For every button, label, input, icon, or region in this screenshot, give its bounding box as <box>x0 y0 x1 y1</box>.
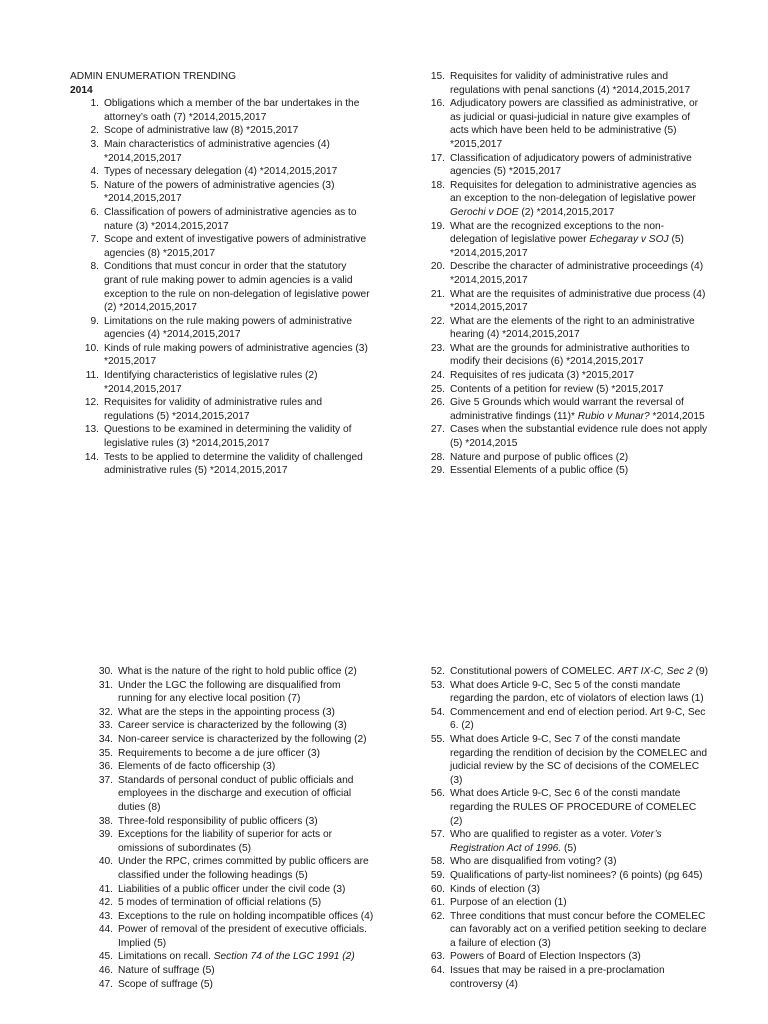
list-item <box>416 70 708 97</box>
year-heading: 2014 <box>70 84 93 96</box>
item-number: 60. <box>430 883 445 895</box>
item-text-main: Liabilities of a public officer under the civil code (3) <box>118 883 346 895</box>
document-title: ADMIN ENUMERATION TRENDING <box>70 71 237 82</box>
item-text-main: What does Article 9-C, Sec 7 of the consti mandate regarding the rendition of decision by the COMELEC and judicial review by the SC of decisions of the COMELEC (3) <box>450 733 708 786</box>
item-text-main: Requisites for validity of administrative rules and regulations (5) *2014,2015,2017 <box>104 397 322 422</box>
list-item <box>416 464 708 478</box>
item-text <box>450 423 708 450</box>
item-text-main: Who are disqualified from voting? (3) <box>450 856 617 868</box>
item-number: 41. <box>98 883 113 895</box>
item-number: 26. <box>430 397 445 409</box>
list-item <box>416 369 708 383</box>
list-item <box>84 923 374 950</box>
item-number: 28. <box>430 451 445 463</box>
item-text-main: Obligations which a member of the bar undertakes in the attorney’s oath (7) *2014,2015,2017 <box>104 98 360 123</box>
item-text <box>450 855 708 869</box>
list-item <box>416 896 708 910</box>
item-text <box>450 97 708 151</box>
item-text <box>450 342 708 369</box>
item-text <box>450 787 708 828</box>
item-text <box>450 315 708 342</box>
item-citation: Section 74 of the LGC 1991 (2) <box>213 951 355 963</box>
item-text <box>450 964 708 991</box>
item-text-main: Requirements to become a de jure officer (3) <box>118 747 320 759</box>
item-text <box>450 910 708 951</box>
item-text-main: Types of necessary delegation (4) *2014,2015,2017 <box>104 166 338 178</box>
list-item <box>416 950 708 964</box>
item-number: 46. <box>98 965 113 977</box>
item-number: 22. <box>430 315 445 327</box>
item-text-main: Nature of suffrage (5) <box>118 965 215 977</box>
item-text-main: Under the RPC, crimes committed by public officers are classified under the following headings (5) <box>118 856 369 881</box>
page1-right-column <box>416 70 708 478</box>
item-text-main: What are the requisites of administrative due process (4) *2014,2015,2017 <box>450 288 706 314</box>
item-text <box>104 124 370 138</box>
item-text <box>118 719 374 733</box>
item-text-main: 5 modes of termination of official relations (5) <box>118 897 322 909</box>
list-item <box>70 342 370 369</box>
list-item <box>416 451 708 465</box>
item-text-suffix: *2014,2015 <box>649 410 705 422</box>
item-number: 55. <box>430 733 445 745</box>
item-text <box>118 665 374 679</box>
item-text-main: Limitations on recall. <box>118 951 211 963</box>
item-text-main: Elements of de facto officership (3) <box>118 761 276 773</box>
item-number: 62. <box>430 910 445 922</box>
item-text-suffix: (5) <box>561 842 577 854</box>
item-text-main: Describe the character of administrative proceedings (4) *2014,2015,2017 <box>450 261 704 286</box>
item-number: 43. <box>98 910 113 922</box>
item-text <box>450 706 708 733</box>
item-text-main: Three-fold responsibility of public officers (3) <box>118 815 318 827</box>
list-item <box>416 869 708 883</box>
item-number: 1. <box>90 98 99 110</box>
list-item <box>84 665 374 679</box>
list-item <box>70 165 370 179</box>
item-number: 16. <box>430 98 445 110</box>
item-text <box>450 70 708 97</box>
item-number: 36. <box>98 761 113 773</box>
item-text <box>118 679 374 706</box>
list-item <box>70 179 370 206</box>
item-text <box>104 206 370 233</box>
list-item <box>416 855 708 869</box>
item-text-main: Scope and extent of investigative powers of administrative agencies (8) *2015,2017 <box>104 234 367 259</box>
item-text-main: Nature and purpose of public offices (2) <box>450 451 629 463</box>
item-number: 63. <box>430 951 445 963</box>
item-number: 33. <box>98 720 113 732</box>
item-number: 64. <box>430 965 445 977</box>
item-text-main: Exceptions for the liability of superior for acts or omissions of subordinates (5) <box>118 829 333 854</box>
item-text-main: Nature of the powers of administrative agencies (3) *2014,2015,2017 <box>104 179 335 205</box>
item-text <box>450 152 708 179</box>
item-text <box>104 138 370 165</box>
item-text-main: Contents of a petition for review (5) *2015,2017 <box>450 383 664 395</box>
item-text <box>118 774 374 815</box>
list-item <box>70 124 370 138</box>
item-text <box>118 923 374 950</box>
item-text-suffix: (5) *2014,2015,2017 <box>450 234 684 259</box>
item-text <box>118 855 374 882</box>
item-text-main: Exceptions to the rule on holding incompatible offices (4) <box>118 910 374 922</box>
enumeration-list <box>416 665 708 991</box>
item-text <box>450 464 708 478</box>
item-number: 24. <box>430 370 445 382</box>
item-text <box>104 423 370 450</box>
item-text <box>118 828 374 855</box>
page2-left-column <box>84 665 374 991</box>
list-item <box>84 828 374 855</box>
item-number: 29. <box>430 465 445 477</box>
item-number: 2. <box>90 125 99 137</box>
item-number: 9. <box>90 315 99 327</box>
item-text <box>450 396 708 423</box>
item-text <box>450 220 708 261</box>
item-number: 8. <box>90 261 99 273</box>
list-item <box>70 423 370 450</box>
item-number: 3. <box>90 138 99 150</box>
item-number: 44. <box>98 924 113 936</box>
list-item <box>84 815 374 829</box>
list-item <box>416 220 708 261</box>
item-text <box>450 260 708 287</box>
list-item <box>70 369 370 396</box>
item-text-main: Kinds of rule making powers of administrative agencies (3) *2015,2017 <box>104 342 368 368</box>
item-number: 19. <box>430 220 445 232</box>
item-number: 32. <box>98 706 113 718</box>
item-text <box>118 950 374 964</box>
item-number: 4. <box>90 166 99 178</box>
item-text <box>104 233 370 260</box>
item-text-main: Commencement and end of election period. Art 9-C, Sec 6. (2) <box>450 706 706 732</box>
list-item <box>84 774 374 815</box>
list-item <box>84 733 374 747</box>
item-citation: Echegaray v SOJ <box>589 234 669 246</box>
item-text-main: Conditions that must concur in order that the statutory grant of rule making power to admin agencies is a valid exception to the rule on non-delegation of legislative power (2) *2014,2015,2017 <box>104 261 370 314</box>
item-text <box>450 950 708 964</box>
list-item <box>70 97 370 124</box>
list-item <box>416 883 708 897</box>
item-text-main: Qualifications of party-list nominees? (6 points) (pg 645) <box>450 869 703 881</box>
list-item <box>416 828 708 855</box>
item-citation: Gerochi v DOE <box>450 206 519 218</box>
item-text <box>104 165 370 179</box>
item-number: 57. <box>430 829 445 841</box>
item-text-main: Scope of suffrage (5) <box>118 978 213 990</box>
item-text <box>450 369 708 383</box>
item-text <box>104 396 370 423</box>
item-number: 11. <box>85 370 99 382</box>
list-item <box>416 383 708 397</box>
item-number: 37. <box>98 774 113 786</box>
item-number: 31. <box>98 679 113 691</box>
list-item <box>416 396 708 423</box>
item-text <box>450 665 708 679</box>
item-text <box>450 383 708 397</box>
enumeration-list <box>70 97 370 478</box>
item-text-main: What are the elements of the right to an administrative hearing (4) *2014,2015,2017 <box>450 315 695 341</box>
item-text-main: Requisites for validity of administrative rules and regulations with penal sanctions (4) *2014,2015,2017 <box>450 71 691 96</box>
list-item <box>70 396 370 423</box>
item-text <box>118 747 374 761</box>
item-text-main: What does Article 9-C, Sec 5 of the consti mandate regarding the pardon, etc of violators of election laws (1) <box>450 679 704 705</box>
item-number: 61. <box>430 897 445 909</box>
list-item <box>70 206 370 233</box>
item-number: 54. <box>430 706 445 718</box>
enumeration-list <box>416 70 708 478</box>
item-number: 52. <box>430 666 445 677</box>
item-text-main: What are the recognized exceptions to the non-delegation of legislative power <box>450 220 665 246</box>
item-citation: ART IX-C, Sec 2 <box>617 666 693 677</box>
item-text-main: What is the nature of the right to hold public office (2) <box>118 666 357 677</box>
item-text-main: Main characteristics of administrative agencies (4) *2014,2015,2017 <box>104 138 330 164</box>
item-text-main: Requisites of res judicata (3) *2015,2017 <box>450 370 635 382</box>
list-item <box>416 152 708 179</box>
item-number: 53. <box>430 679 445 691</box>
item-text-main: Kinds of election (3) <box>450 883 541 895</box>
item-text <box>450 733 708 787</box>
item-text <box>450 288 708 315</box>
list-item <box>70 138 370 165</box>
list-item <box>84 883 374 897</box>
item-text <box>118 978 374 992</box>
item-text <box>450 896 708 910</box>
item-text-main: Identifying characteristics of legislative rules (2) *2014,2015,2017 <box>104 370 318 395</box>
list-item <box>84 760 374 774</box>
item-text <box>450 179 708 220</box>
item-text <box>104 260 370 314</box>
item-text-main: Power of removal of the president of executive officials. Implied (5) <box>118 924 367 949</box>
list-item <box>84 855 374 882</box>
item-text <box>450 883 708 897</box>
list-item <box>416 964 708 991</box>
list-item <box>84 719 374 733</box>
item-number: 25. <box>430 383 445 395</box>
item-number: 6. <box>90 206 99 218</box>
list-item <box>416 665 708 679</box>
list-item <box>416 910 708 951</box>
item-text <box>104 315 370 342</box>
list-item <box>84 910 374 924</box>
item-text-main: Classification of adjudicatory powers of administrative agencies (5) *2015,2017 <box>450 152 692 178</box>
item-text-main: Powers of Board of Election Inspectors (3) <box>450 951 641 963</box>
list-item <box>70 260 370 314</box>
item-text-main: Career service is characterized by the following (3) <box>118 720 347 732</box>
list-item <box>84 950 374 964</box>
item-number: 39. <box>98 829 113 841</box>
item-text-main: Questions to be examined in determining the validity of legislative rules (3) *2014,2015,2017 <box>104 424 352 450</box>
item-number: 5. <box>90 179 99 191</box>
item-text <box>118 760 374 774</box>
item-number: 20. <box>430 261 445 273</box>
item-text-main: Scope of administrative law (8) *2015,2017 <box>104 125 299 137</box>
item-number: 40. <box>98 856 113 868</box>
item-number: 27. <box>430 424 445 436</box>
list-item <box>84 964 374 978</box>
item-text <box>450 869 708 883</box>
enumeration-list <box>84 665 374 991</box>
item-text <box>104 97 370 124</box>
item-text <box>118 815 374 829</box>
item-text <box>104 369 370 396</box>
item-text <box>118 896 374 910</box>
item-number: 47. <box>98 978 113 990</box>
item-number: 21. <box>430 288 445 300</box>
item-text-main: Classification of powers of administrative agencies as to nature (3) *2014,2015,2017 <box>104 206 357 232</box>
item-text-main: Tests to be applied to determine the validity of challenged administrative rules (5) *2014,2015,2017 <box>104 451 363 477</box>
list-item <box>84 679 374 706</box>
item-text-main: Requisites for delegation to administrative agencies as an exception to the non-delegation of legislative power <box>450 179 697 205</box>
list-item <box>416 423 708 450</box>
item-number: 12. <box>84 397 99 409</box>
item-citation: Rubio v Munar? <box>577 410 650 422</box>
item-number: 13. <box>84 424 99 436</box>
item-text <box>104 342 370 369</box>
item-number: 7. <box>90 234 99 246</box>
item-number: 15. <box>430 71 445 82</box>
item-text-main: Constitutional powers of COMELEC. <box>450 666 615 677</box>
item-number: 23. <box>430 342 445 354</box>
item-text <box>450 679 708 706</box>
item-text-main: Essential Elements of a public office (5) <box>450 465 629 477</box>
page1-left-column <box>70 70 370 478</box>
list-item <box>416 260 708 287</box>
item-text <box>104 451 370 478</box>
list-item <box>84 747 374 761</box>
item-text-main: Cases when the substantial evidence rule does not apply (5) *2014,2015 <box>450 424 708 450</box>
list-item <box>416 97 708 151</box>
item-text-main: Three conditions that must concur before the COMELEC can favorably act on a verified petition seeking to declare a failure of election (3) <box>450 910 707 949</box>
item-text-main: Under the LGC the following are disqualified from running for any elective local position (7) <box>118 679 341 705</box>
item-number: 30. <box>98 666 113 677</box>
item-number: 38. <box>98 815 113 827</box>
item-number: 56. <box>430 788 445 800</box>
list-item <box>416 179 708 220</box>
list-item <box>416 342 708 369</box>
item-number: 45. <box>98 951 113 963</box>
item-text-suffix: (9) <box>692 666 709 677</box>
list-item <box>416 787 708 828</box>
item-text-main: Standards of personal conduct of public officials and employees in the discharge and execution of official duties (8) <box>118 774 354 813</box>
item-number: 17. <box>430 152 445 164</box>
list-item <box>70 451 370 478</box>
item-text <box>118 964 374 978</box>
list-item <box>84 978 374 992</box>
item-text <box>118 910 374 924</box>
list-item <box>416 315 708 342</box>
item-number: 42. <box>98 897 113 909</box>
item-text <box>118 733 374 747</box>
list-item <box>70 233 370 260</box>
item-text-main: What does Article 9-C, Sec 6 of the consti mandate regarding the RULES OF PROCEDURE of COMELEC (2) <box>450 788 697 827</box>
list-item <box>84 896 374 910</box>
item-text-main: Who are qualified to register as a voter. <box>450 829 628 841</box>
item-text <box>118 706 374 720</box>
item-text-main: Adjudicatory powers are classified as administrative, or as judicial or quasi-judicial in nature give examples of acts which have been held to be administrative (5) *2015,2017 <box>450 98 699 150</box>
item-text-main: Issues that may be raised in a pre-proclamation controversy (4) <box>450 965 665 990</box>
item-text <box>104 179 370 206</box>
item-text-main: What are the steps in the appointing process (3) <box>118 706 335 718</box>
item-text <box>450 451 708 465</box>
list-item <box>70 315 370 342</box>
item-text <box>118 883 374 897</box>
item-number: 34. <box>98 733 113 745</box>
item-text-main: Non-career service is characterized by the following (2) <box>118 733 367 745</box>
item-number: 35. <box>98 747 113 759</box>
item-text-main: Give 5 Grounds which would warrant the reversal of administrative findings (11)* <box>450 397 684 422</box>
item-number: 10. <box>84 342 99 354</box>
list-item <box>416 733 708 787</box>
list-item <box>416 706 708 733</box>
item-number: 58. <box>430 856 445 868</box>
item-number: 14. <box>84 451 99 463</box>
list-item <box>416 679 708 706</box>
item-text-main: Limitations on the rule making powers of administrative agencies (4) *2014,2015,2017 <box>104 315 353 341</box>
item-number: 59. <box>430 869 445 881</box>
item-text <box>450 828 708 855</box>
item-text-suffix: (2) *2014,2015,2017 <box>518 206 615 218</box>
list-item <box>416 288 708 315</box>
item-text-main: What are the grounds for administrative authorities to modify their decisions (6) *2014,2015,2017 <box>450 342 690 368</box>
list-item <box>84 706 374 720</box>
page2-right-column <box>416 665 708 991</box>
item-text-main: Purpose of an election (1) <box>450 897 567 909</box>
item-citation: Voter’s Registration Act of 1996. <box>450 829 662 854</box>
item-number: 18. <box>430 179 445 191</box>
